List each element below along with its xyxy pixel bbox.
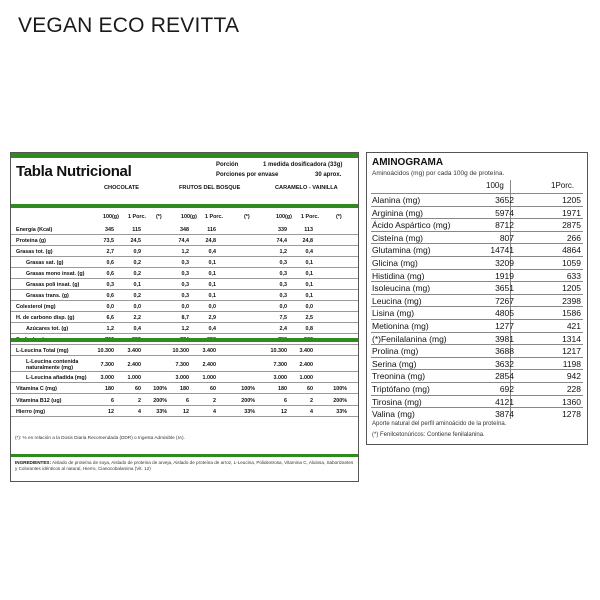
cell-value: 0,9: [133, 249, 141, 255]
cell-value: 3.000: [100, 374, 114, 381]
cell-value: 60: [307, 386, 313, 393]
cell-value: 6,6: [106, 315, 114, 321]
cell-value: 0,1: [208, 260, 216, 266]
amino-value: 2398: [562, 295, 581, 306]
ingredients-text: Aislado de proteína de soya, Aislado de proteína de arveja, Aislado de proteína de arroz, L-Leucina, Polidextrosa, Vitamina C, Alulosa, Saborizantes y Colorantes idénticos al natural, Hierro, Cianocobalamina (Vit. 12): [15, 460, 354, 472]
cell-value: 0,1: [305, 260, 313, 266]
row-label: L-Leucina contenida naturalmente (mg): [26, 358, 79, 371]
table-row: [11, 302, 358, 312]
cell-value: 6: [186, 397, 189, 404]
aminogram-row: [371, 243, 583, 255]
col-header: (*): [244, 214, 250, 220]
aminogram-title: AMINOGRAMA: [372, 157, 444, 168]
cell-value: 1.000: [202, 374, 216, 381]
aminogram-row: [371, 344, 583, 356]
aminogram-row: [371, 395, 583, 407]
table-row: [11, 291, 358, 301]
cell-value: 116: [207, 227, 216, 233]
nutrition-heading: Tabla Nutricional: [16, 163, 132, 180]
col-header: 1 Porc.: [128, 214, 146, 220]
cell-value: 0,1: [208, 293, 216, 299]
cell-value: 7.300: [100, 361, 114, 368]
amino-value: 3874: [495, 409, 514, 420]
cell-value: 0,3: [279, 293, 287, 299]
amino-value: 228: [566, 384, 581, 394]
aminogram-row: [371, 306, 583, 318]
amino-value: 1919: [495, 270, 514, 281]
cell-value: 2,5: [305, 315, 313, 321]
amino-name: Leucina (mg): [372, 295, 422, 306]
cell-value: 3.400: [202, 348, 216, 354]
amino-name: Valina (mg): [372, 409, 415, 420]
col-header: 100(g): [276, 214, 292, 220]
amino-value: 3981: [495, 333, 514, 344]
portion-value: 1 medida dosificadora (33g): [263, 162, 343, 168]
cell-value: 0,4: [208, 326, 216, 332]
cell-value: 60: [135, 386, 141, 393]
green-top-bar: [11, 153, 358, 158]
cell-value: 12: [281, 409, 287, 416]
servings-value: 30 aprox.: [315, 172, 342, 178]
cell-value: 0,1: [305, 293, 313, 299]
cell-value: 0,1: [208, 282, 216, 288]
row-label: Grasas sat. (g): [26, 260, 64, 266]
amino-value: 1314: [562, 333, 581, 344]
ingredients-label: INGREDIENTES:: [15, 460, 51, 465]
amino-value: 2875: [562, 220, 581, 231]
table-row: [11, 373, 358, 383]
flavor-frutos: FRUTOS DEL BOSQUE: [179, 185, 241, 191]
flavor-caramelo: CARAMELO - VAINILLA: [275, 185, 338, 191]
amino-value: 807: [499, 232, 514, 243]
cell-value: 1.000: [127, 374, 141, 381]
amino-value: 14741: [490, 245, 514, 256]
col-header: 100(g): [181, 214, 197, 220]
cell-value: 0,6: [106, 293, 114, 299]
row-label: Grasas trans. (g): [26, 293, 69, 299]
row-label: Hierro (mg): [16, 409, 46, 416]
table-row: [11, 236, 358, 246]
aminogram-table: [366, 152, 588, 445]
amino-name: Alanina (mg): [372, 195, 421, 205]
cell-value: 2.400: [202, 361, 216, 368]
cell-value: 0,2: [133, 271, 141, 277]
aminogram-row: [371, 332, 583, 344]
amino-name: Treonina (mg): [372, 371, 426, 382]
cell-value: 8,7: [181, 315, 189, 321]
amino-name: Lisina (mg): [372, 308, 415, 319]
cell-value: 0,3: [279, 260, 287, 266]
cell-value: 2,4: [279, 326, 287, 332]
aminogram-row: [371, 281, 583, 293]
amino-name: Isoleucina (mg): [372, 283, 431, 294]
row-label: Energía (Kcal): [16, 227, 53, 233]
cell-value: 0,2: [133, 293, 141, 299]
table-row: [11, 396, 358, 406]
table-row: [11, 358, 358, 372]
cell-value: 0,4: [133, 326, 141, 332]
amino-value: 3688: [495, 346, 514, 357]
row-label: Grasas mono insat. (g): [26, 271, 85, 277]
cell-value: 2.400: [299, 361, 313, 368]
amino-value: 1198: [562, 358, 581, 369]
row-label: L-Leucina añadida (mg): [26, 374, 87, 381]
cell-value: 0,2: [133, 260, 141, 266]
cell-value: 180: [180, 386, 189, 393]
cell-value: 2,2: [133, 315, 141, 321]
amino-value: 3632: [495, 358, 514, 369]
cell-value: 0,0: [106, 304, 114, 310]
row-label: H. de carbono disp. (g): [16, 315, 75, 321]
aminogram-row: [371, 231, 583, 243]
aminogram-row: [371, 294, 583, 306]
amino-value: 1278: [562, 409, 581, 420]
ingredients: [15, 460, 355, 472]
cell-value: 0,3: [181, 293, 189, 299]
cell-value: 10.300: [270, 348, 287, 354]
row-label: Grasas tot. (g): [16, 249, 53, 255]
amino-value: 2854: [495, 371, 514, 382]
cell-value: 200%: [333, 397, 347, 404]
cell-value: 100%: [153, 386, 167, 393]
cell-value: 100%: [333, 386, 347, 393]
col-porc: 1Porc.: [551, 181, 575, 190]
aminogram-row: [371, 407, 583, 419]
col-header: (*): [156, 214, 162, 220]
amino-name: Glutamina (mg): [372, 245, 431, 256]
aminogram-row: [371, 193, 583, 205]
cell-value: 0,3: [181, 282, 189, 288]
cell-value: 2: [138, 397, 141, 404]
cell-value: 0,0: [305, 304, 313, 310]
col-header: 1 Porc.: [205, 214, 223, 220]
cell-value: 3.000: [273, 374, 287, 381]
amino-name: Histidina (mg): [372, 270, 425, 281]
cell-value: 1,2: [279, 249, 287, 255]
aminogram-row: [371, 369, 583, 381]
cell-value: 0,4: [208, 249, 216, 255]
green-divider: [11, 338, 358, 342]
amino-value: 4864: [562, 245, 581, 256]
cell-value: 0,1: [305, 282, 313, 288]
cell-value: 0,1: [305, 271, 313, 277]
footnote: (*): % en relación a la Dosis Diaria Recomendada (DDR) o Ingesta Admisible (IA).: [15, 435, 185, 440]
cell-value: 6: [111, 397, 114, 404]
table-row: [11, 346, 358, 356]
row-label: L-Leucina Total (mg): [16, 348, 69, 354]
row-label: Vitamina B12 (ug): [16, 397, 62, 404]
amino-name: (*)Fenilalanina (mg): [372, 333, 447, 344]
cell-value: 74,4: [276, 238, 287, 244]
cell-value: 60: [210, 386, 216, 393]
amino-value: 1205: [562, 195, 581, 205]
nutrition-table: [10, 152, 359, 482]
aminogram-row: [371, 319, 583, 331]
cell-value: 115: [132, 227, 141, 233]
cell-value: 3.400: [127, 348, 141, 354]
table-row: [11, 280, 358, 290]
cell-value: 1,2: [181, 249, 189, 255]
cell-value: 33%: [156, 409, 167, 416]
table-row: [11, 225, 358, 235]
cell-value: 0,1: [208, 271, 216, 277]
amino-value: 1586: [562, 308, 581, 319]
green-divider: [11, 204, 358, 208]
cell-value: 0,0: [208, 304, 216, 310]
table-row: [11, 384, 358, 394]
cell-value: 100%: [241, 386, 255, 393]
cell-value: 33%: [336, 409, 347, 416]
amino-value: 942: [566, 371, 581, 382]
cell-value: 0,8: [305, 326, 313, 332]
aminogram-row: [371, 218, 583, 230]
cell-value: 1,2: [181, 326, 189, 332]
cell-value: 4: [310, 409, 313, 416]
cell-value: 0,3: [181, 260, 189, 266]
aminogram-note: Aporte natural del perfil aminoácido de la proteína.: [372, 421, 507, 427]
cell-value: 0,3: [279, 271, 287, 277]
amino-value: 1277: [495, 321, 514, 331]
aminogram-row: [371, 357, 583, 369]
row-label: Vitamina C (mg): [16, 386, 57, 393]
row-label: Colesterol (mg): [16, 304, 56, 310]
cell-value: 180: [105, 386, 114, 393]
cell-value: 2,9: [208, 315, 216, 321]
amino-name: Glicina (mg): [372, 258, 418, 268]
cell-value: 4: [138, 409, 141, 416]
cell-value: 6: [284, 397, 287, 404]
cell-value: 0,3: [106, 282, 114, 288]
cell-value: 73,5: [103, 238, 114, 244]
cell-value: 0,4: [305, 249, 313, 255]
cell-value: 0,6: [106, 271, 114, 277]
phenylketonuric-note: (*) Fenilcetonúricos: Contiene fenilalanina.: [372, 432, 485, 438]
cell-value: 10.300: [172, 348, 189, 354]
cell-value: 4: [213, 409, 216, 416]
amino-name: Serina (mg): [372, 358, 417, 369]
cell-value: 24,5: [130, 238, 141, 244]
aminogram-subtitle: Aminoácidos (mg) por cada 100g de proteína.: [372, 170, 505, 177]
amino-value: 1059: [562, 258, 581, 268]
table-row: [11, 407, 358, 417]
cell-value: 0,1: [133, 282, 141, 288]
amino-value: 1971: [562, 207, 581, 218]
amino-name: Metionina (mg): [372, 321, 429, 331]
cell-value: 24,8: [205, 238, 216, 244]
table-row: [11, 258, 358, 268]
amino-value: 1360: [562, 396, 581, 407]
table-row: [11, 247, 358, 257]
cell-value: 7.300: [175, 361, 189, 368]
cell-value: 0,3: [279, 282, 287, 288]
flavor-chocolate: CHOCOLATE: [104, 185, 140, 191]
amino-value: 3209: [495, 258, 514, 268]
amino-value: 4805: [495, 308, 514, 319]
cell-value: 2,7: [106, 249, 114, 255]
cell-value: 339: [278, 227, 287, 233]
cell-value: 0,0: [181, 304, 189, 310]
aminogram-row: [371, 382, 583, 394]
col-header: (*): [336, 214, 342, 220]
table-row: [11, 324, 358, 334]
col-header: 1 Porc.: [301, 214, 319, 220]
cell-value: 24,8: [302, 238, 313, 244]
aminogram-row: [371, 256, 583, 268]
cell-value: 200%: [241, 397, 255, 404]
table-row: [11, 313, 358, 323]
green-divider: [11, 454, 358, 457]
cell-value: 2: [213, 397, 216, 404]
amino-value: 1205: [562, 283, 581, 294]
amino-value: 421: [566, 321, 581, 331]
amino-value: 266: [566, 232, 581, 243]
cell-value: 0,3: [181, 271, 189, 277]
amino-name: Triptófano (mg): [372, 384, 430, 394]
row-label: Azúcares tot. (g): [26, 326, 69, 332]
cell-value: 1,2: [106, 326, 114, 332]
col-header: 100(g): [103, 214, 119, 220]
amino-name: Prolina (mg): [372, 346, 419, 357]
cell-value: 12: [108, 409, 114, 416]
aminogram-row: [371, 206, 583, 218]
cell-value: 348: [180, 227, 189, 233]
row-label: Proteína (g): [16, 238, 46, 244]
cell-value: 2.400: [127, 361, 141, 368]
amino-value: 7267: [495, 295, 514, 306]
cell-value: 3.400: [299, 348, 313, 354]
cell-value: 113: [304, 227, 313, 233]
portion-label: Porción: [216, 162, 239, 168]
cell-value: 1.000: [299, 374, 313, 381]
amino-value: 4121: [495, 396, 514, 407]
col-100g: 100g: [486, 181, 504, 190]
cell-value: 33%: [244, 409, 255, 416]
amino-name: Arginina (mg): [372, 207, 424, 218]
servings-label: Porciones por envase: [216, 172, 279, 178]
cell-value: 12: [183, 409, 189, 416]
amino-name: Cisteína (mg): [372, 232, 424, 243]
cell-value: 10.300: [97, 348, 114, 354]
cell-value: 180: [278, 386, 287, 393]
aminogram-row: [371, 269, 583, 281]
amino-value: 1217: [562, 346, 581, 357]
amino-value: 692: [499, 384, 514, 394]
cell-value: 0,0: [279, 304, 287, 310]
amino-name: Ácido Aspártico (mg): [372, 220, 451, 231]
amino-value: 3652: [495, 195, 514, 205]
cell-value: 3.000: [175, 374, 189, 381]
page-title: VEGAN ECO REVITTA: [18, 14, 240, 37]
cell-value: 345: [105, 227, 114, 233]
cell-value: 0,6: [106, 260, 114, 266]
cell-value: 7.300: [273, 361, 287, 368]
amino-value: 633: [566, 270, 581, 281]
cell-value: 2: [310, 397, 313, 404]
table-row: [11, 269, 358, 279]
cell-value: 0,0: [133, 304, 141, 310]
amino-name: Tirosina (mg): [372, 396, 422, 407]
amino-value: 8712: [495, 220, 514, 231]
amino-value: 3651: [495, 283, 514, 294]
amino-value: 5974: [495, 207, 514, 218]
cell-value: 200%: [153, 397, 167, 404]
row-label: Grasas poli insat. (g): [26, 282, 80, 288]
cell-value: 7,5: [279, 315, 287, 321]
cell-value: 74,4: [178, 238, 189, 244]
